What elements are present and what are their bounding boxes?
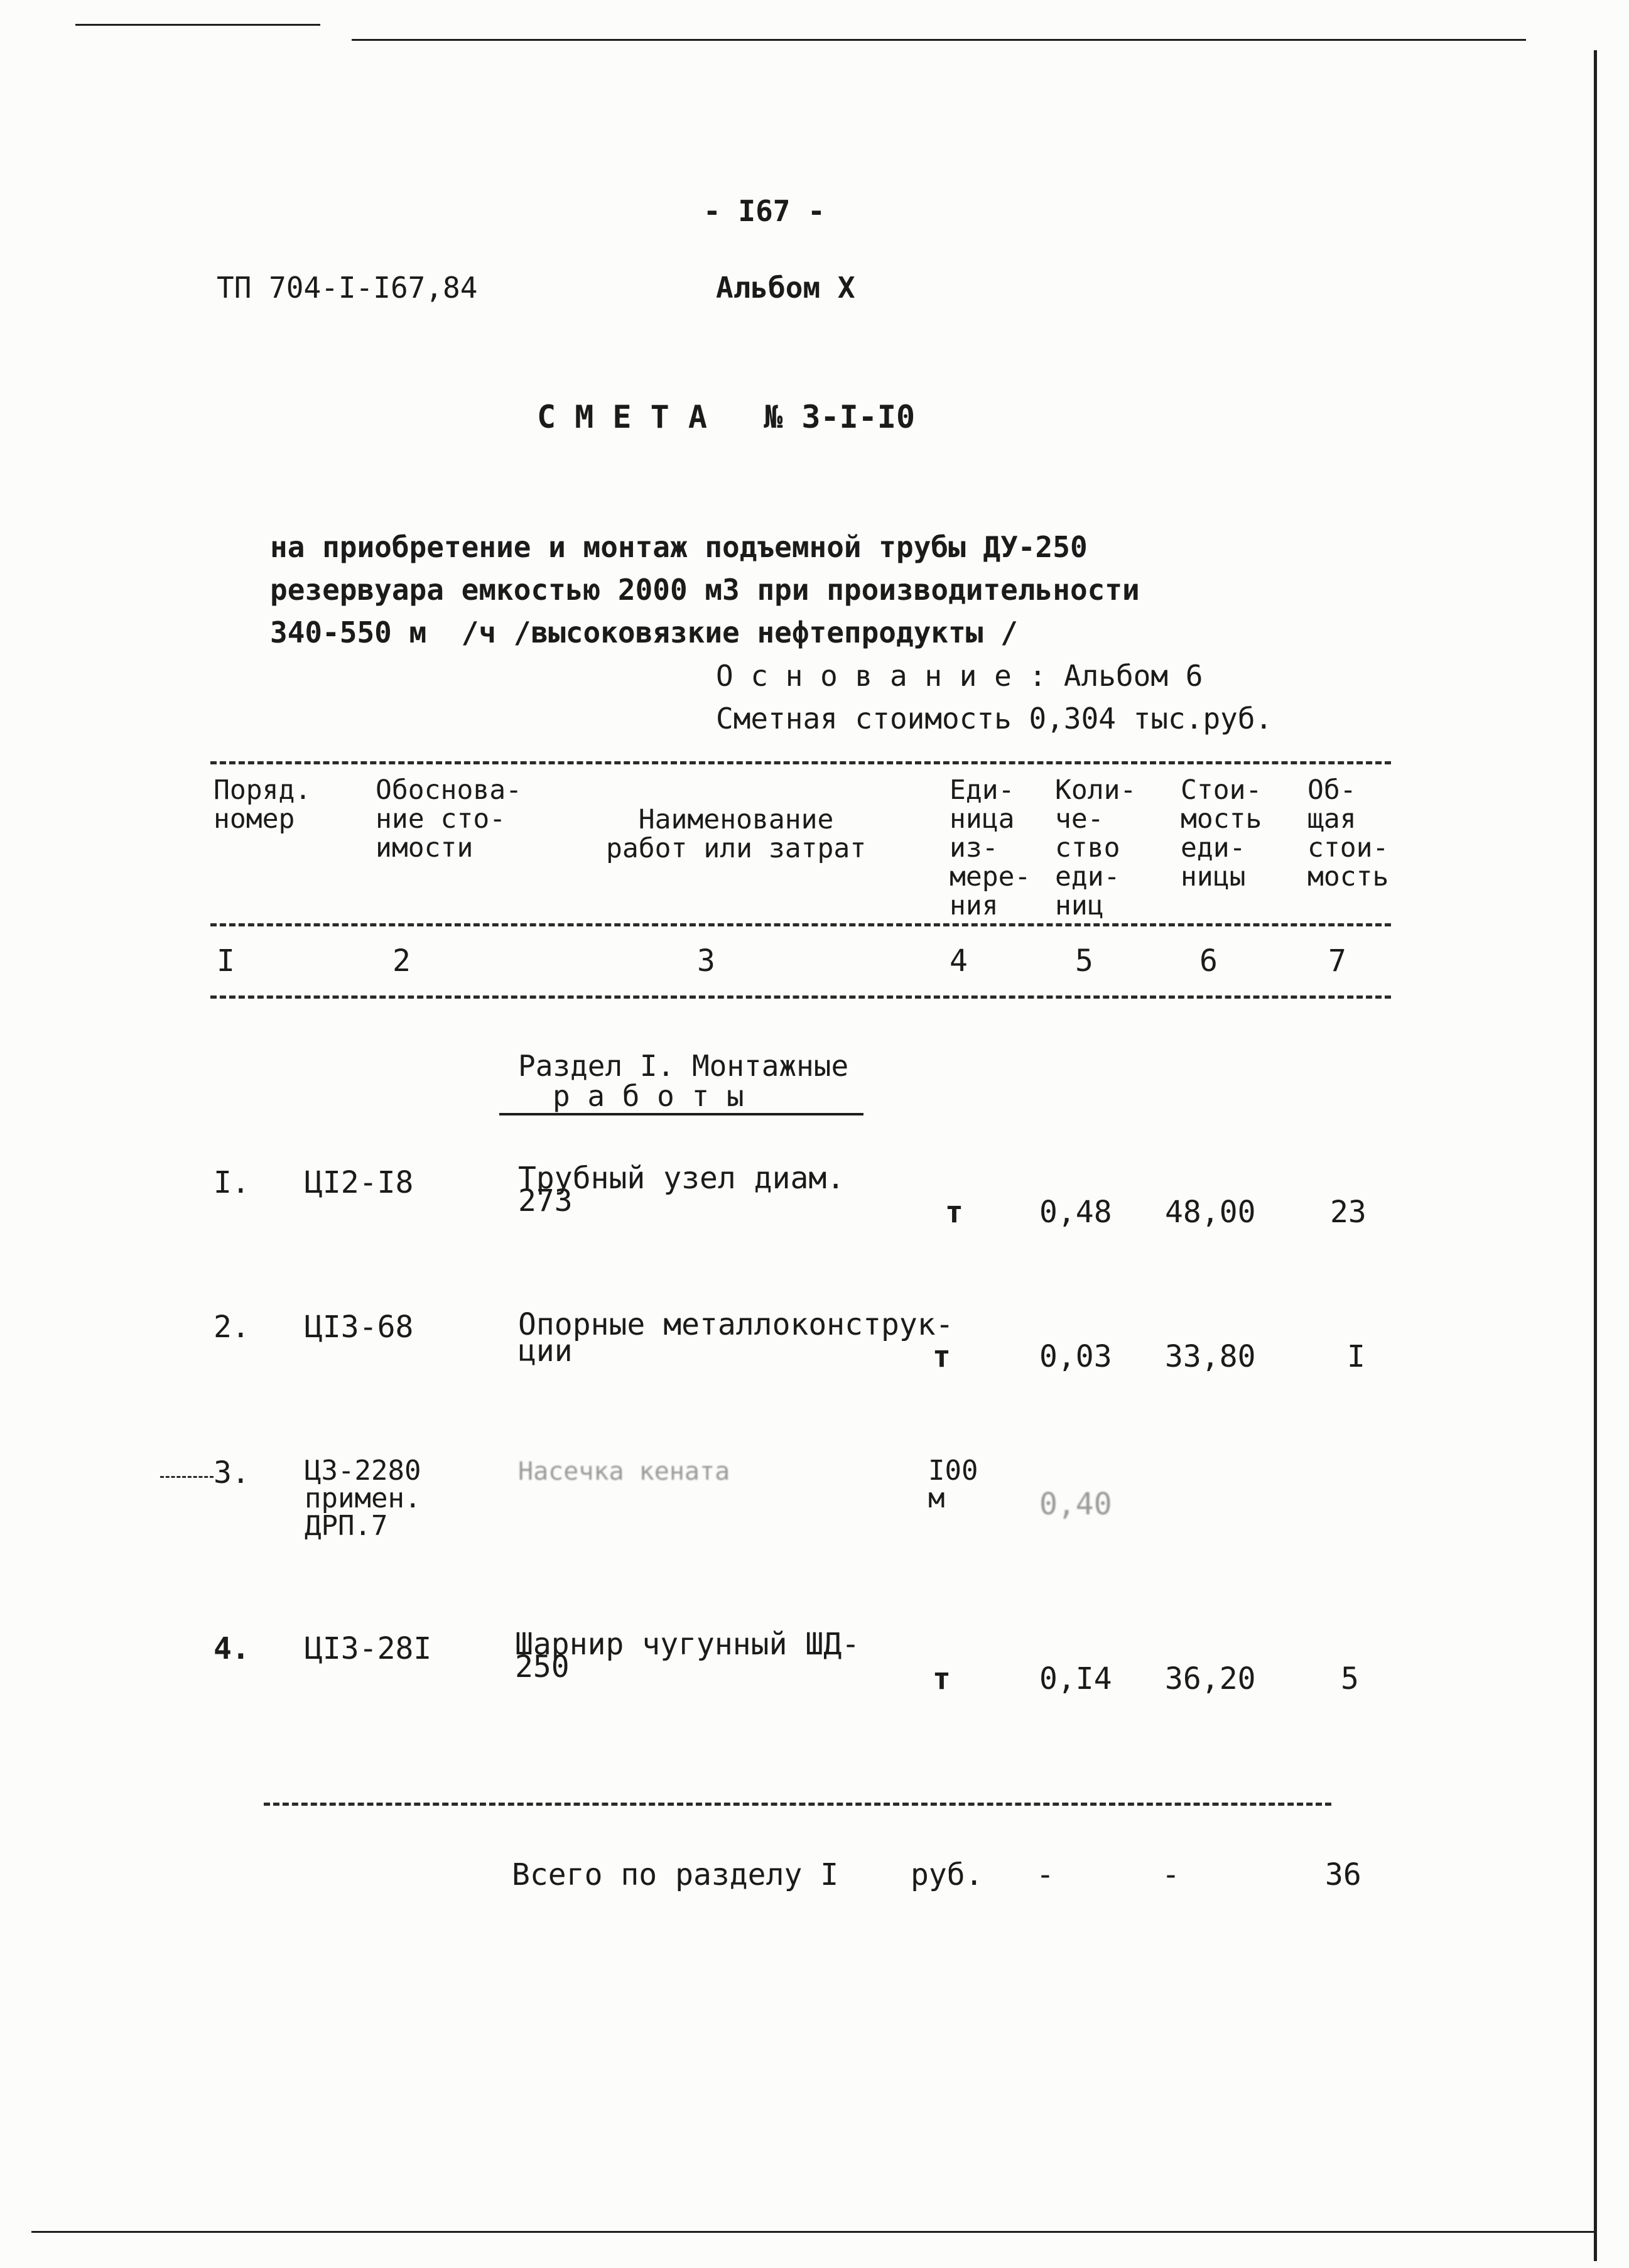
top-edge-line-left bbox=[75, 24, 320, 26]
subtitle-line-2: резервуара емкостью 2000 м3 при производительности bbox=[270, 573, 1140, 607]
summary-unit-price: - bbox=[1162, 1857, 1180, 1892]
row-2-quantity: 0,03 bbox=[1039, 1339, 1112, 1374]
summary-unit: руб. bbox=[911, 1857, 983, 1892]
col-header-unit: Еди- ница из- мере- ния bbox=[950, 774, 1031, 921]
document-code: ТП 704-I-I67,84 bbox=[217, 271, 478, 305]
summary-rule bbox=[264, 1803, 1331, 1806]
row-3-unit: I00 м bbox=[928, 1455, 978, 1514]
right-edge-line bbox=[1594, 50, 1597, 2261]
row-2-basis: ЦI3-68 bbox=[305, 1310, 414, 1345]
subtitle-line-3: 340-550 м /ч /высоковязкие нефтепродукты / bbox=[270, 616, 1018, 649]
row-4-total: 5 bbox=[1341, 1661, 1359, 1696]
row-1-unit-price: 48,00 bbox=[1165, 1195, 1256, 1230]
summary-quantity: - bbox=[1036, 1857, 1054, 1892]
row-3-quantity: 0,40 bbox=[1039, 1487, 1112, 1522]
col-header-number: Поряд. номер bbox=[214, 774, 311, 835]
row-1-quantity: 0,48 bbox=[1039, 1195, 1112, 1230]
row-2-total: I bbox=[1347, 1339, 1365, 1374]
table-rule-top bbox=[210, 761, 1391, 764]
page-number: - I67 - bbox=[703, 194, 825, 228]
row-4-quantity: 0,I4 bbox=[1039, 1661, 1112, 1696]
row-4-unit: т bbox=[933, 1661, 951, 1696]
col-number-1: I bbox=[217, 943, 235, 979]
row-2-number: 2. bbox=[214, 1310, 250, 1345]
album-label: Альбом X bbox=[716, 271, 855, 305]
row-1-basis: ЦI2-I8 bbox=[305, 1165, 414, 1200]
estimate-title: С М Е Т А № 3-I-I0 bbox=[537, 399, 916, 435]
row-1-unit: т bbox=[945, 1195, 963, 1230]
bottom-edge-line bbox=[31, 2231, 1595, 2233]
row-1-name: Трубный узел диам. 273 bbox=[518, 1161, 845, 1218]
row-1-number: I. bbox=[214, 1165, 250, 1200]
col-number-4: 4 bbox=[950, 943, 968, 979]
col-header-unit-price: Стои- мость еди- ницы bbox=[1181, 774, 1262, 893]
col-number-3: 3 bbox=[697, 943, 715, 979]
row-3-name: Насечка кената bbox=[518, 1457, 730, 1486]
section-title-underline bbox=[499, 1113, 863, 1115]
row-2-name: Опорные металлоконструк- ции bbox=[518, 1307, 954, 1369]
section-title-line-1: Раздел I. Монтажные bbox=[518, 1049, 849, 1083]
col-number-6: 6 bbox=[1199, 943, 1218, 979]
col-header-basis: Обоснова- ние сто- имости bbox=[376, 774, 522, 864]
row-3-number: 3. bbox=[214, 1455, 250, 1490]
subtitle-line-1: на приобретение и монтаж подъемной трубы ДУ-250 bbox=[270, 530, 1088, 564]
row-4-name: Шарнир чугунный ШД- 250 bbox=[515, 1627, 860, 1685]
row-4-basis: ЦI3-28I bbox=[305, 1631, 432, 1666]
col-number-5: 5 bbox=[1075, 943, 1093, 979]
summary-label: Всего по разделу I bbox=[512, 1857, 839, 1892]
row-4-unit-price: 36,20 bbox=[1165, 1661, 1256, 1696]
col-header-name: Наименование работ или затрат bbox=[606, 804, 867, 864]
row-3-leader-line bbox=[160, 1476, 214, 1478]
row-1-total: 23 bbox=[1330, 1195, 1367, 1230]
estimated-cost-line: Сметная стоимость 0,304 тыс.руб. bbox=[716, 702, 1273, 735]
col-header-quantity: Коли- че- ство еди- ниц bbox=[1055, 774, 1137, 921]
row-4-number: 4. bbox=[214, 1631, 250, 1666]
col-header-total: Об- щая стои- мость bbox=[1307, 774, 1389, 893]
row-2-unit: т bbox=[933, 1339, 951, 1374]
top-edge-line-right bbox=[352, 39, 1526, 41]
row-2-unit-price: 33,80 bbox=[1165, 1339, 1256, 1374]
summary-total: 36 bbox=[1325, 1857, 1361, 1892]
table-rule-numbers-bottom bbox=[210, 996, 1391, 999]
col-number-7: 7 bbox=[1328, 943, 1346, 979]
basis-line: О с н о в а н и е : Альбом 6 bbox=[716, 659, 1203, 693]
table-rule-header-bottom bbox=[210, 923, 1391, 926]
col-number-2: 2 bbox=[392, 943, 411, 979]
row-3-basis: Ц3-2280 примен. ДРП.7 bbox=[305, 1455, 421, 1542]
section-title-line-2: р а б о т ы bbox=[553, 1079, 744, 1113]
